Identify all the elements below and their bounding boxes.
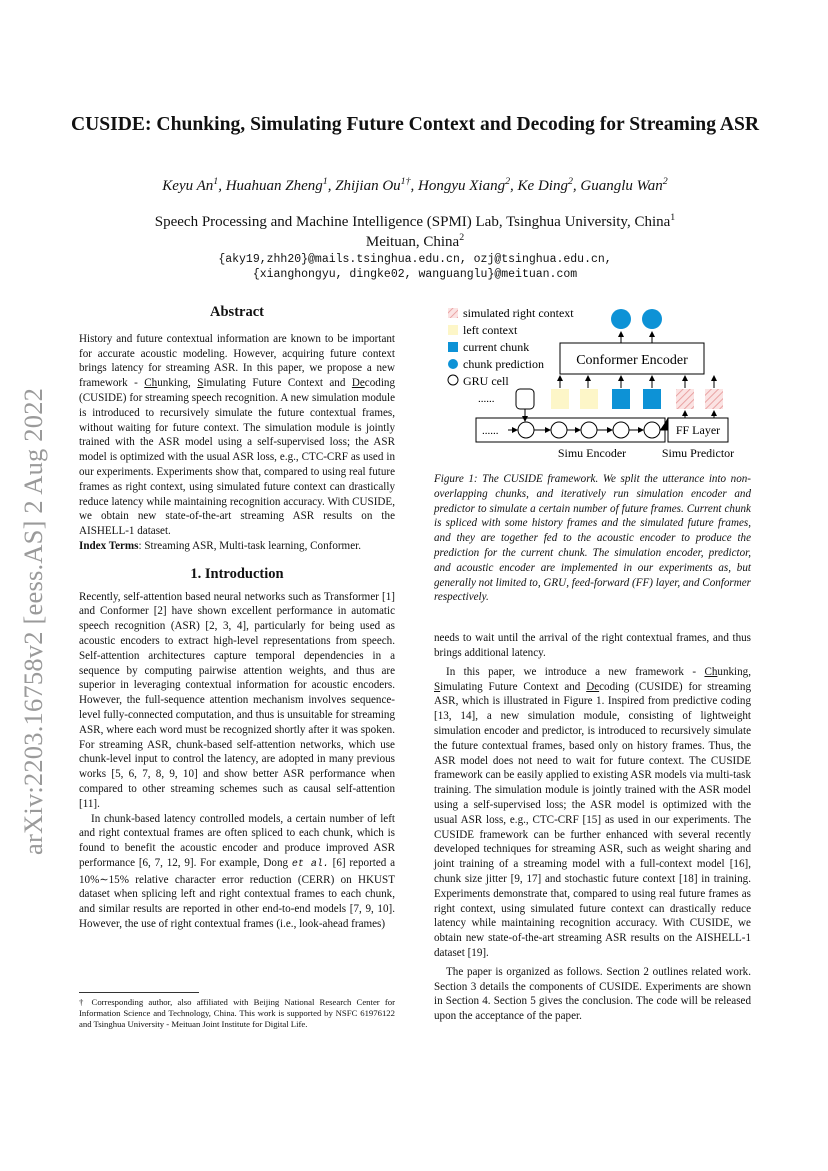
legend-sim-right: simulated right context <box>463 306 574 320</box>
left-context-block <box>580 389 598 409</box>
affiliation-1: Speech Processing and Machine Intelligence (SPMI) Lab, Tsinghua University, China$^1$ <box>154 212 676 230</box>
right-paragraph-2: The paper is organized as follows. Section 2 outlines related work. Section 3 details the components of CUSIDE. Experiments are shown in Section 4. Section 5 gives the conclusion. The code will be released upon the acceptance of the paper. <box>434 965 751 1023</box>
legend-gru-cell <box>448 375 458 385</box>
history-frame <box>516 389 534 409</box>
gru-cell <box>644 422 660 438</box>
legend-gru: GRU cell <box>463 374 509 388</box>
footnote-rule <box>79 992 199 993</box>
legend-sim-right-swatch <box>448 308 458 318</box>
figure-cuside <box>430 302 750 462</box>
footnote-text: † Corresponding author, also affiliated with Beijing National Research Center for Information Science and Technology, China. This work is supported by NSFC 61976122 and Tsinghua University - Meituan Joint Institute for Digital Life. <box>79 997 395 1030</box>
legend-left-context: left context <box>463 323 518 337</box>
legend-chunk-prediction-dot <box>448 359 458 369</box>
right-column <box>434 472 751 1024</box>
legend-chunk-prediction: chunk prediction <box>463 357 544 371</box>
intro-paragraph-1: Recently, self-attention based neural networks such as Transformer [1] and Conformer [2] have shown excellent performance in automatic speech recognition (ASR) [2, 3, 4], particularly for being used as acoustic encoders to extract high-level representations from speech. Self-attention architectures capture temporal dependencies in a sequence by computing pairwise attention weights, and thus are superior in leveraging contextual information for acoustic encoders. However, the full-sequence attention mechanism involves sequence-level fully-connected computation, and thus is unsuitable for streaming ASR, where each word must be recognized shortly after it was spoken. For streaming ASR, chunk-based self-attention networks, which use chunk-level input to control the latency, are adopted in many previous works [5, 6, 7, 8, 9, 10] and show better ASR performance when compared to other streaming schemes such as causal self-attention [11]. <box>79 590 395 810</box>
gru-cell <box>613 422 629 438</box>
email-addresses <box>70 252 760 282</box>
legend-left-context-swatch <box>448 325 458 335</box>
legend-current-chunk-swatch <box>448 342 458 352</box>
legend-current-chunk: current chunk <box>463 340 530 354</box>
affiliations <box>70 212 760 252</box>
chunk-block <box>612 389 630 409</box>
abstract-heading: Abstract <box>210 304 264 320</box>
prediction-dot <box>642 309 662 329</box>
sim-right-block <box>676 389 694 409</box>
footnote-block <box>79 992 395 1031</box>
email-line: {xianghongyu, dingke02, wanguanglu}@meituan.com <box>252 268 578 281</box>
intro-paragraph-2: In chunk-based latency controlled models, a certain number of left and right contextual frames are often spliced to each chunk, which is found to benefit the acoustic encoder and produce improved ASR performance [6, 7, 12, 9]. For example, Dong et al. [6] reported a 10%∼15% relative character error reduction (CERR) on HKUST dataset when splicing left and right contextual frames to each chunk, and similar results are reported in other end-to-end models [7, 9, 10]. However, the use of right contextual frames (i.e., look-ahead frames) <box>79 812 396 931</box>
figure-caption: Figure 1: The CUSIDE framework. We split the utterance into non-overlapping chunks, and iteratively run simulation encoder and predictor to simulate a certain number of future frames. Current chunk is spliced with some history frames and the simulated future frames, and they are together fed to the acoustic encoder to produce the prediction for the current chunk. The simulation encoder, predictor, and acoustic encoder are implemented in our experiments as, but generally not limited to, GRU, feed-forward (FF) layer, and Conformer respectively. <box>434 473 751 604</box>
author-list: Keyu An$^1$, Huahuan Zheng$^1$, Zhijian $Ou^{1\dagger}$, Hongyu Xiang$^2$, Ke Ding$^2$, Guanglu Wan$^2$ <box>162 176 668 194</box>
gru-cell <box>518 422 534 438</box>
ff-layer-label: FF Layer <box>675 423 721 437</box>
abstract-text: History and future contextual information are known to be important for accurate acoustic modeling. However, acquiring future context brings latency for streaming ASR. In this paper, we propose a new framework - Chunking, Simulating Future Context and Decoding (CUSIDE) for streaming speech recognition. A new simulation module is introduced to recursively simulate the future contextual frames, without waiting for future context. The simulation module is jointly trained with the ASR model using a self-supervised loss; the ASR model is optimized with the usual ASR loss, e.g., CTC-CRF as used in our experiments. Experiments show that, compared to using real future frames as right context, using simulated future context can drastically reduce latency while maintaining recognition accuracy. With CUSIDE, we obtain new state-of-the-art streaming ASR results on the AISHELL-1 dataset. <box>79 332 395 538</box>
gru-cell <box>551 422 567 438</box>
email-line: {aky19,zhh20}@mails.tsinghua.edu.cn, ozj@tsinghua.edu.cn, <box>218 253 612 266</box>
introduction-heading: 1. Introduction <box>190 565 284 582</box>
index-terms: Index Terms: Streaming ASR, Multi-task learning, Conformer. <box>79 539 361 552</box>
conformer-encoder-label: Conformer Encoder <box>576 353 688 368</box>
chunk-block <box>643 389 661 409</box>
left-context-block <box>551 389 569 409</box>
sim-right-block <box>705 389 723 409</box>
paper-title: CUSIDE: Chunking, Simulating Future Context and Decoding for Streaming ASR <box>70 114 760 135</box>
left-column <box>79 305 395 932</box>
encoder-dots: ...... <box>482 425 499 437</box>
gru-cell <box>581 422 597 438</box>
simu-encoder-label: Simu Encoder <box>557 446 627 460</box>
right-paragraph-0: needs to wait until the arrival of the right contextual frames, and thus brings additional latency. <box>434 632 751 659</box>
right-paragraph-1: In this paper, we introduce a new framework - Chunking, Simulating Future Context and Decoding (CUSIDE) for streaming ASR, which is illustrated in Figure 1. Inspired from predictive coding [13, 14], a new simulation module, consisting of lightweight simulation encoder and predictor, is introduced to recursively simulate the future contextual frames, based only on history frames. Thus, the ASR model does not need to wait for future context. The CUSIDE framework can be easily applied to existing ASR models via multi-task training. The simulation module is jointly trained with the ASR model using a self-supervised loss; the ASR model is optimized with the usual ASR loss, e.g., CTC-CRF [15] as used in our experiments. The CUSIDE framework can be further enhanced with several recently developed techniques for streaming ASR, such as weight sharing and joint training of a streaming model with a full-context model [16], chunk size jitter [9, 17] and stochastic future context [18] in training. Experiments demonstrate that, compared to using real future frames as right context, using simulated future context can drastically reduce latency while maintaining recognition accuracy. With CUSIDE, we obtain new state-of-the-art streaming ASR results on the AISHELL-1 dataset [19]. <box>434 665 751 959</box>
affiliation-2: Meituan, China$^2$ <box>365 232 465 250</box>
prediction-dot <box>611 309 631 329</box>
simu-predictor-label: Simu Predictor <box>661 446 735 460</box>
figure-diagram <box>430 302 750 462</box>
arxiv-identifier: arXiv:2203.16758v2 [eess.AS] 2 Aug 2022 <box>18 387 48 855</box>
history-dots: ...... <box>478 393 495 405</box>
